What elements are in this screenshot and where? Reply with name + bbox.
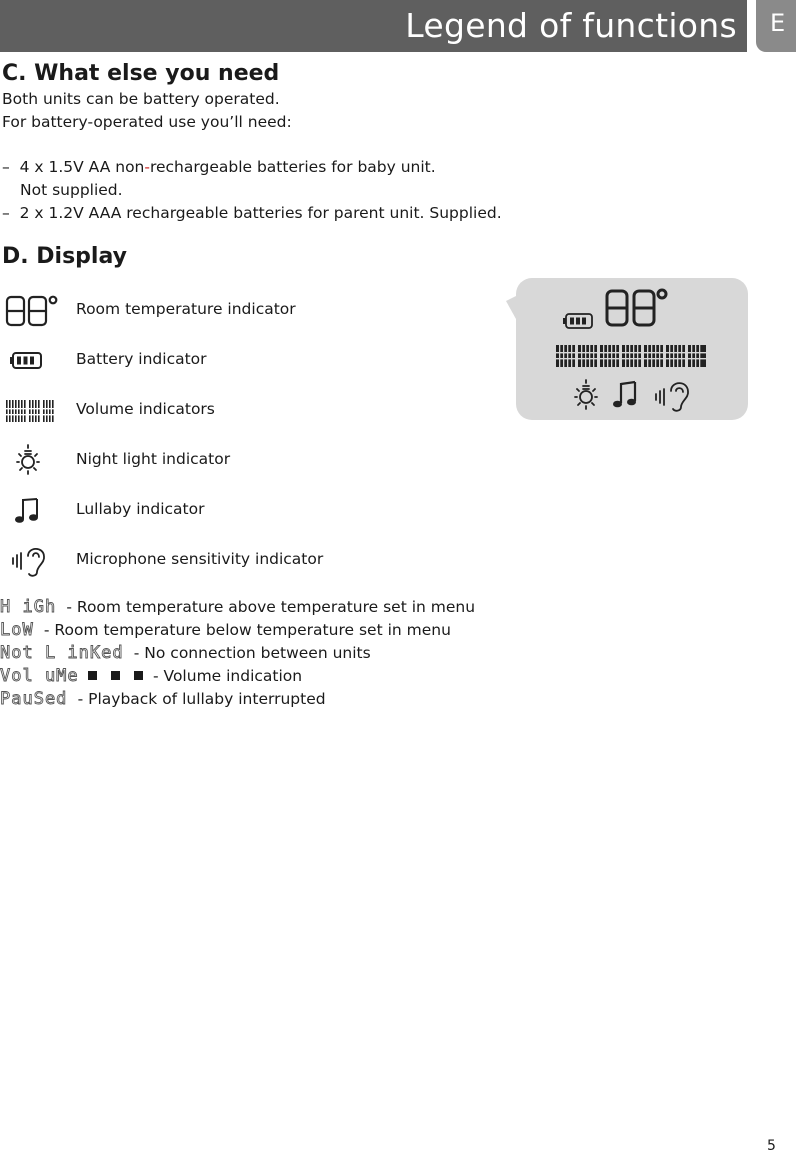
legend-label: Lullaby indicator	[76, 500, 205, 518]
volume-bars-icon	[4, 391, 56, 431]
battery-item-1-text-a: 4 x 1.5V AA non	[19, 158, 145, 176]
message-low	[0, 620, 451, 642]
temperature-digits-icon	[4, 291, 56, 331]
message-high	[0, 597, 475, 619]
volume-square-icon	[88, 671, 97, 680]
battery-item-1-text-b: rechargeable batteries for baby unit.	[149, 158, 436, 176]
legend-label: Microphone sensitivity indicator	[76, 550, 324, 568]
section-d-heading: D. Display	[2, 244, 127, 269]
legend-row-microphone	[0, 541, 480, 581]
lcd-word: H iGh	[0, 597, 57, 617]
section-c-line1: Both units can be battery operated.	[2, 90, 280, 108]
list-dash: –	[2, 158, 10, 176]
lcd-display-illustration	[504, 277, 750, 421]
message-text: - Playback of lullaby interrupted	[77, 690, 326, 708]
page-title: Legend of functions	[405, 6, 737, 45]
language-tab	[756, 0, 796, 52]
ear-sensitivity-icon	[4, 541, 56, 581]
message-not-linked	[0, 643, 371, 665]
message-text: - Room temperature above temperature set in menu	[66, 598, 476, 616]
legend-row-volume	[0, 391, 480, 431]
night-light-icon	[4, 441, 56, 481]
volume-square-icon	[111, 671, 120, 680]
legend-label: Volume indicators	[76, 400, 215, 418]
legend-row-night-light	[0, 441, 480, 481]
legend-label: Night light indicator	[76, 450, 231, 468]
message-text: - Room temperature below temperature set in menu	[43, 621, 451, 639]
message-text: - No connection between units	[133, 644, 371, 662]
legend-row-temperature	[0, 291, 480, 331]
lcd-word: LoW	[0, 620, 34, 640]
lcd-word: Not L inKed	[0, 643, 124, 663]
header-bar	[0, 0, 747, 52]
message-paused	[0, 689, 326, 711]
battery-item-1-note: Not supplied.	[20, 181, 123, 199]
section-c-heading: C. What else you need	[2, 61, 280, 86]
lcd-word: PauSed	[0, 689, 68, 709]
battery-item-2-text: 2 x 1.2V AAA rechargeable batteries for parent unit. Supplied.	[19, 204, 502, 222]
legend-row-battery	[0, 341, 480, 381]
page-number: 5	[767, 1138, 776, 1154]
legend-label: Battery indicator	[76, 350, 207, 368]
legend-row-lullaby	[0, 491, 480, 531]
battery-item-1-hyphen: -	[144, 158, 150, 176]
legend-label: Room temperature indicator	[76, 300, 296, 318]
message-volume	[0, 666, 302, 688]
battery-item-2	[2, 204, 502, 222]
volume-square-icon	[134, 671, 143, 680]
language-tab-label: E	[770, 9, 786, 37]
message-text: - Volume indication	[153, 667, 303, 685]
display-volume-bars	[556, 345, 706, 367]
list-dash: –	[2, 204, 10, 222]
section-c-line2: For battery-operated use you’ll need:	[2, 113, 292, 131]
lcd-word: Vol uMe	[0, 666, 79, 686]
battery-item-1	[2, 158, 436, 176]
battery-icon	[4, 341, 56, 381]
lullaby-note-icon	[4, 491, 56, 531]
